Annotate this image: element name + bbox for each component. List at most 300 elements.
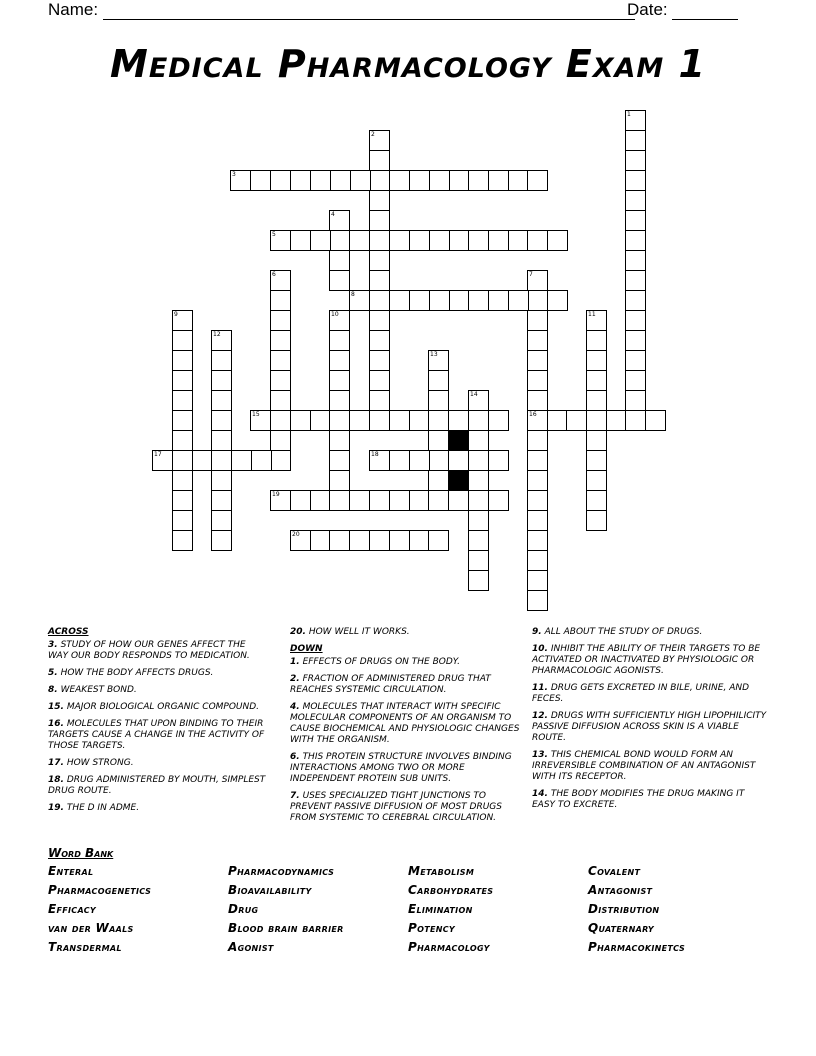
- grid-cell[interactable]: [172, 370, 193, 391]
- grid-cell[interactable]: [349, 290, 370, 311]
- grid-cell[interactable]: [389, 450, 410, 471]
- grid-cell[interactable]: [527, 370, 548, 391]
- grid-cell[interactable]: [349, 230, 370, 251]
- grid-cell[interactable]: [409, 230, 430, 251]
- grid-cell[interactable]: [329, 350, 350, 371]
- grid-cell[interactable]: [270, 170, 291, 191]
- clue-number: 15.: [48, 702, 64, 712]
- grid-cell[interactable]: [468, 550, 489, 571]
- grid-cell[interactable]: [409, 530, 430, 551]
- grid-cell[interactable]: [172, 530, 193, 551]
- grid-cell[interactable]: [172, 430, 193, 451]
- grid-cell[interactable]: [508, 290, 529, 311]
- grid-cell[interactable]: [329, 490, 350, 511]
- grid-cell[interactable]: [527, 530, 548, 551]
- grid-cell[interactable]: [350, 170, 371, 191]
- across-heading: ACROSS: [48, 627, 89, 637]
- word-bank-item: Pharmacokinetcs: [588, 940, 686, 954]
- grid-cell[interactable]: [527, 430, 548, 451]
- grid-cell[interactable]: [488, 170, 509, 191]
- cell-number: 8: [351, 291, 355, 298]
- grid-cell[interactable]: [527, 310, 548, 331]
- clue-down-4: [290, 702, 522, 746]
- grid-cell[interactable]: [527, 270, 548, 291]
- grid-cell[interactable]: [310, 410, 331, 431]
- clue-text: THE BODY MODIFIES THE DRUG MAKING IT EASY TO EXCRETE.: [532, 789, 745, 810]
- clues-column-2: [290, 627, 522, 830]
- grid-cell[interactable]: [389, 230, 410, 251]
- cell-number: 15: [252, 411, 260, 418]
- grid-cell[interactable]: [428, 370, 449, 391]
- grid-cell[interactable]: [625, 190, 646, 211]
- clue-text: DRUG ADMINISTERED BY MOUTH, SIMPLEST DRUG ROUTE.: [48, 775, 266, 796]
- grid-cell[interactable]: [211, 510, 232, 531]
- grid-cell[interactable]: [369, 210, 390, 231]
- grid-cell[interactable]: [625, 250, 646, 271]
- clue-number: 4.: [290, 702, 300, 712]
- grid-cell[interactable]: [625, 330, 646, 351]
- grid-cell[interactable]: [172, 330, 193, 351]
- down-heading: DOWN: [290, 644, 323, 654]
- grid-cell[interactable]: [625, 370, 646, 391]
- grid-cell[interactable]: [527, 570, 548, 591]
- clue-across-17: [48, 758, 266, 769]
- clue-text: DRUG GETS EXCRETED IN BILE, URINE, AND FECES.: [532, 683, 750, 704]
- grid-cell[interactable]: [468, 490, 489, 511]
- clue-down-12: [532, 711, 768, 744]
- grid-cell[interactable]: [290, 490, 311, 511]
- grid-cell[interactable]: [409, 450, 430, 471]
- page-title: Medical Pharmacology Exam 1: [110, 42, 706, 86]
- grid-cell[interactable]: [527, 510, 548, 531]
- grid-cell[interactable]: [586, 370, 607, 391]
- word-bank-item: Efficacy: [48, 902, 96, 916]
- grid-cell[interactable]: [547, 290, 568, 311]
- word-bank-item: Blood brain barrier: [228, 921, 344, 935]
- grid-cell[interactable]: [172, 490, 193, 511]
- blocked-cell: [448, 430, 469, 451]
- clue-number: 13.: [532, 750, 548, 760]
- clue-text: HOW THE BODY AFFECTS DRUGS.: [60, 668, 214, 678]
- grid-cell[interactable]: [369, 150, 390, 171]
- grid-cell[interactable]: [310, 230, 331, 251]
- grid-cell[interactable]: [369, 410, 390, 431]
- grid-cell[interactable]: [369, 370, 390, 391]
- grid-cell[interactable]: [527, 550, 548, 571]
- grid-cell[interactable]: [547, 230, 568, 251]
- grid-cell[interactable]: [290, 170, 311, 191]
- grid-cell[interactable]: [586, 510, 607, 531]
- clue-number: 2.: [290, 674, 300, 684]
- grid-cell[interactable]: [606, 410, 627, 431]
- word-bank: [48, 864, 768, 959]
- grid-cell[interactable]: [428, 350, 449, 371]
- clue-number: 8.: [48, 685, 58, 695]
- name-label: Name:: [48, 0, 99, 19]
- grid-cell[interactable]: [369, 290, 390, 311]
- grid-cell[interactable]: [428, 430, 449, 451]
- grid-cell[interactable]: [231, 450, 252, 471]
- grid-cell[interactable]: [329, 390, 350, 411]
- grid-cell[interactable]: [211, 390, 232, 411]
- clue-text: DRUGS WITH SUFFICIENTLY HIGH LIPOPHILICITY PASSIVE DIFFUSION ACROSS SKIN IS A VIABLE ROUTE.: [532, 711, 767, 743]
- grid-cell[interactable]: [449, 170, 470, 191]
- grid-cell[interactable]: [211, 350, 232, 371]
- clue-down-13: [532, 750, 768, 783]
- grid-cell[interactable]: [508, 170, 529, 191]
- grid-cell[interactable]: [429, 290, 450, 311]
- grid-cell[interactable]: [270, 330, 291, 351]
- grid-cell[interactable]: [625, 210, 646, 231]
- clue-across-20: [290, 627, 522, 638]
- grid-cell[interactable]: [192, 450, 213, 471]
- clue-text: MOLECULES THAT UPON BINDING TO THEIR TARGETS CAUSE A CHANGE IN THE ACTIVITY OF THOSE TARGETS.: [48, 719, 265, 751]
- grid-cell[interactable]: [172, 390, 193, 411]
- grid-cell[interactable]: [211, 410, 232, 431]
- cell-number: 6: [272, 271, 276, 278]
- clue-number: 14.: [532, 789, 548, 799]
- grid-cell[interactable]: [270, 270, 291, 291]
- grid-cell[interactable]: [270, 390, 291, 411]
- grid-cell[interactable]: [448, 490, 469, 511]
- grid-cell[interactable]: [270, 490, 291, 511]
- grid-cell[interactable]: [625, 230, 646, 251]
- grid-cell[interactable]: [625, 390, 646, 411]
- clue-down-1: [290, 657, 522, 668]
- clue-text: STUDY OF HOW OUR GENES AFFECT THE WAY OUR BODY RESPONDS TO MEDICATION.: [48, 640, 250, 661]
- grid-cell[interactable]: [270, 290, 291, 311]
- grid-cell[interactable]: [527, 170, 548, 191]
- grid-cell[interactable]: [310, 530, 331, 551]
- grid-cell[interactable]: [250, 410, 271, 431]
- word-bank-item: Covalent: [588, 864, 641, 878]
- grid-cell[interactable]: [270, 430, 291, 451]
- grid-cell[interactable]: [250, 170, 271, 191]
- word-bank-item: Pharmacodynamics: [228, 864, 335, 878]
- clue-down-11: [532, 683, 768, 705]
- grid-cell[interactable]: [428, 530, 449, 551]
- grid-cell[interactable]: [625, 410, 646, 431]
- grid-cell[interactable]: [645, 410, 666, 431]
- word-bank-item: Drug: [228, 902, 259, 916]
- grid-cell[interactable]: [369, 390, 390, 411]
- grid-cell[interactable]: [369, 230, 390, 251]
- grid-cell[interactable]: [586, 470, 607, 491]
- grid-cell[interactable]: [172, 350, 193, 371]
- grid-cell[interactable]: [409, 170, 430, 191]
- grid-cell[interactable]: [527, 450, 548, 471]
- grid-cell[interactable]: [349, 530, 370, 551]
- clue-text: MAJOR BIOLOGICAL ORGANIC COMPOUND.: [66, 702, 260, 712]
- grid-cell[interactable]: [468, 470, 489, 491]
- grid-cell[interactable]: [329, 310, 350, 331]
- grid-cell[interactable]: [468, 290, 489, 311]
- grid-cell[interactable]: [468, 570, 489, 591]
- grid-cell[interactable]: [625, 310, 646, 331]
- grid-cell[interactable]: [488, 450, 509, 471]
- grid-cell[interactable]: [329, 270, 350, 291]
- grid-cell[interactable]: [290, 230, 311, 251]
- word-bank-item: van der Waals: [48, 921, 134, 935]
- clue-text: USES SPECIALIZED TIGHT JUNCTIONS TO PREVENT PASSIVE DIFFUSION OF MOST DRUGS FROM SYSTEMIC TO CEREBRAL CIRCULATION.: [290, 791, 502, 823]
- clue-across-18: [48, 775, 266, 797]
- grid-cell[interactable]: [369, 130, 390, 151]
- word-bank-item: Antagonist: [588, 883, 653, 897]
- grid-cell[interactable]: [369, 490, 390, 511]
- grid-cell[interactable]: [449, 230, 470, 251]
- grid-cell[interactable]: [468, 530, 489, 551]
- grid-cell[interactable]: [310, 490, 331, 511]
- grid-cell[interactable]: [329, 530, 350, 551]
- grid-cell[interactable]: [488, 490, 509, 511]
- grid-cell[interactable]: [251, 450, 272, 471]
- cell-number: 10: [331, 311, 339, 318]
- grid-cell[interactable]: [527, 330, 548, 351]
- grid-cell[interactable]: [211, 490, 232, 511]
- grid-cell[interactable]: [290, 530, 311, 551]
- grid-cell[interactable]: [586, 410, 607, 431]
- grid-cell[interactable]: [211, 450, 232, 471]
- clue-text: THE D IN ADME.: [66, 803, 140, 813]
- clue-text: MOLECULES THAT INTERACT WITH SPECIFIC MOLECULAR COMPONENTS OF AN ORGANISM TO CAUSE BIOCHEMICAL AND PHYSIOLOGIC CHANGES WITH THE ORGANISM.: [290, 702, 520, 745]
- cell-number: 9: [174, 311, 178, 318]
- grid-cell[interactable]: [527, 590, 548, 611]
- grid-cell[interactable]: [369, 530, 390, 551]
- grid-cell[interactable]: [586, 430, 607, 451]
- grid-cell[interactable]: [625, 290, 646, 311]
- grid-cell[interactable]: [389, 490, 410, 511]
- clue-number: 7.: [290, 791, 300, 801]
- grid-cell[interactable]: [428, 450, 449, 471]
- word-bank-item: Potency: [408, 921, 455, 935]
- grid-cell[interactable]: [230, 170, 251, 191]
- grid-cell[interactable]: [211, 430, 232, 451]
- grid-cell[interactable]: [270, 370, 291, 391]
- grid-cell[interactable]: [468, 170, 489, 191]
- grid-cell[interactable]: [389, 170, 410, 191]
- grid-cell[interactable]: [527, 390, 548, 411]
- clue-across-5: [48, 668, 266, 679]
- clue-across-8: [48, 685, 266, 696]
- grid-cell[interactable]: [625, 110, 646, 131]
- grid-cell[interactable]: [270, 450, 291, 471]
- grid-cell[interactable]: [330, 170, 351, 191]
- clue-down-10: [532, 644, 768, 677]
- grid-cell[interactable]: [349, 490, 370, 511]
- grid-cell[interactable]: [625, 350, 646, 371]
- grid-cell[interactable]: [468, 410, 489, 431]
- grid-cell[interactable]: [172, 310, 193, 331]
- grid-cell[interactable]: [468, 390, 489, 411]
- clue-number: 12.: [532, 711, 548, 721]
- grid-cell[interactable]: [211, 530, 232, 551]
- grid-cell[interactable]: [270, 310, 291, 331]
- grid-cell[interactable]: [428, 410, 449, 431]
- grid-cell[interactable]: [468, 430, 489, 451]
- grid-cell[interactable]: [625, 270, 646, 291]
- grid-cell[interactable]: [369, 330, 390, 351]
- grid-cell[interactable]: [310, 170, 331, 191]
- grid-cell[interactable]: [329, 210, 350, 231]
- clue-across-16: [48, 719, 266, 752]
- grid-cell[interactable]: [429, 230, 450, 251]
- grid-cell[interactable]: [566, 410, 587, 431]
- grid-cell[interactable]: [329, 450, 350, 471]
- grid-cell[interactable]: [369, 270, 390, 291]
- clue-down-7: [290, 791, 522, 824]
- grid-cell[interactable]: [211, 370, 232, 391]
- grid-cell[interactable]: [270, 230, 291, 251]
- grid-cell[interactable]: [349, 410, 370, 431]
- grid-cell[interactable]: [468, 230, 489, 251]
- grid-cell[interactable]: [586, 490, 607, 511]
- grid-cell[interactable]: [527, 470, 548, 491]
- clues-column-3: [532, 627, 768, 817]
- grid-cell[interactable]: [409, 490, 430, 511]
- grid-cell[interactable]: [329, 370, 350, 391]
- clue-number: 3.: [48, 640, 58, 650]
- grid-cell[interactable]: [329, 470, 350, 491]
- grid-cell[interactable]: [389, 530, 410, 551]
- clue-text: ALL ABOUT THE STUDY OF DRUGS.: [544, 627, 703, 637]
- clue-number: 11.: [532, 683, 548, 693]
- word-bank-item: Pharmacology: [408, 940, 490, 954]
- grid-cell[interactable]: [172, 410, 193, 431]
- clue-across-19: [48, 803, 266, 814]
- clue-number: 10.: [532, 644, 548, 654]
- clue-across-15: [48, 702, 266, 713]
- clue-down-6: [290, 752, 522, 785]
- grid-cell[interactable]: [527, 410, 548, 431]
- word-bank-item: Agonist: [228, 940, 274, 954]
- grid-cell[interactable]: [527, 230, 548, 251]
- grid-cell[interactable]: [508, 230, 529, 251]
- grid-cell[interactable]: [488, 410, 509, 431]
- grid-cell[interactable]: [547, 410, 568, 431]
- grid-cell[interactable]: [329, 230, 350, 251]
- grid-cell[interactable]: [211, 330, 232, 351]
- grid-cell[interactable]: [586, 390, 607, 411]
- grid-cell[interactable]: [468, 510, 489, 531]
- grid-cell[interactable]: [428, 470, 449, 491]
- grid-cell[interactable]: [586, 450, 607, 471]
- cell-number: 11: [588, 311, 596, 318]
- grid-cell[interactable]: [211, 470, 232, 491]
- clue-number: 9.: [532, 627, 542, 637]
- clue-number: 18.: [48, 775, 64, 785]
- clue-down-9: [532, 627, 768, 638]
- grid-cell[interactable]: [389, 410, 410, 431]
- grid-cell[interactable]: [329, 430, 350, 451]
- word-bank-item: Enteral: [48, 864, 94, 878]
- clue-number: 5.: [48, 668, 58, 678]
- grid-cell[interactable]: [428, 490, 449, 511]
- grid-cell[interactable]: [625, 170, 646, 191]
- grid-cell[interactable]: [172, 470, 193, 491]
- cell-number: 12: [213, 331, 221, 338]
- grid-cell[interactable]: [369, 170, 390, 191]
- clue-text: INHIBIT THE ABILITY OF THEIR TARGETS TO BE ACTIVATED OR INACTIVATED BY PHYSIOLOGIC OR PHARMACOLOGIC AGONISTS.: [532, 644, 761, 676]
- grid-cell[interactable]: [369, 250, 390, 271]
- word-bank-item: Distribution: [588, 902, 660, 916]
- grid-cell[interactable]: [527, 350, 548, 371]
- cell-number: 1: [627, 111, 631, 118]
- date-label: Date:: [627, 0, 668, 19]
- cell-number: 13: [430, 351, 438, 358]
- clue-number: 20.: [290, 627, 306, 637]
- grid-cell[interactable]: [448, 410, 469, 431]
- grid-cell[interactable]: [329, 250, 350, 271]
- grid-cell[interactable]: [488, 290, 509, 311]
- clue-text: WEAKEST BOND.: [60, 685, 137, 695]
- grid-cell[interactable]: [586, 350, 607, 371]
- cell-number: 3: [232, 171, 236, 178]
- grid-cell[interactable]: [369, 350, 390, 371]
- grid-cell[interactable]: [586, 330, 607, 351]
- clue-text: THIS PROTEIN STRUCTURE INVOLVES BINDING INTERACTIONS AMONG TWO OR MORE INDEPENDENT PROTEIN SUB UNITS.: [290, 752, 512, 784]
- clue-number: 6.: [290, 752, 300, 762]
- grid-cell[interactable]: [329, 330, 350, 351]
- cell-number: 19: [272, 491, 280, 498]
- grid-cell[interactable]: [389, 290, 410, 311]
- clue-number: 17.: [48, 758, 64, 768]
- word-bank-item: Bioavailability: [228, 883, 312, 897]
- clue-text: HOW WELL IT WORKS.: [308, 627, 410, 637]
- blocked-cell: [448, 470, 469, 491]
- clue-text: HOW STRONG.: [66, 758, 134, 768]
- grid-cell[interactable]: [468, 450, 489, 471]
- grid-cell[interactable]: [527, 490, 548, 511]
- word-bank-item: Transdermal: [48, 940, 122, 954]
- clue-number: 1.: [290, 657, 300, 667]
- word-bank-item: Quaternary: [588, 921, 654, 935]
- grid-cell[interactable]: [625, 130, 646, 151]
- grid-cell[interactable]: [152, 450, 173, 471]
- clue-number: 16.: [48, 719, 64, 729]
- cell-number: 4: [331, 211, 335, 218]
- grid-cell[interactable]: [429, 170, 450, 191]
- grid-cell[interactable]: [290, 410, 311, 431]
- clue-number: 19.: [48, 803, 64, 813]
- cell-number: 17: [154, 451, 162, 458]
- grid-cell[interactable]: [586, 310, 607, 331]
- grid-cell[interactable]: [172, 450, 193, 471]
- grid-cell[interactable]: [449, 290, 470, 311]
- grid-cell[interactable]: [329, 410, 350, 431]
- grid-cell[interactable]: [369, 450, 390, 471]
- grid-cell[interactable]: [625, 150, 646, 171]
- grid-cell[interactable]: [270, 350, 291, 371]
- grid-cell[interactable]: [270, 410, 291, 431]
- grid-cell[interactable]: [409, 290, 430, 311]
- grid-cell[interactable]: [369, 310, 390, 331]
- grid-cell[interactable]: [409, 410, 430, 431]
- grid-cell[interactable]: [172, 510, 193, 531]
- clue-text: EFFECTS OF DRUGS ON THE BODY.: [302, 657, 460, 667]
- grid-cell[interactable]: [488, 230, 509, 251]
- cell-number: 16: [529, 411, 537, 418]
- clue-down-2: [290, 674, 522, 696]
- grid-cell[interactable]: [369, 190, 390, 211]
- word-bank-item: Metabolism: [408, 864, 475, 878]
- clue-text: FRACTION OF ADMINISTERED DRUG THAT REACHES SYSTEMIC CIRCULATION.: [290, 674, 491, 695]
- cell-number: 2: [371, 131, 375, 138]
- word-bank-heading: Word Bank: [48, 846, 114, 860]
- grid-cell[interactable]: [527, 290, 548, 311]
- clue-text: THIS CHEMICAL BOND WOULD FORM AN IRREVERSIBLE COMBINATION OF AN ANTAGONIST WITH ITS RECEPTOR.: [532, 750, 756, 782]
- cell-number: 20: [292, 531, 300, 538]
- grid-cell[interactable]: [428, 390, 449, 411]
